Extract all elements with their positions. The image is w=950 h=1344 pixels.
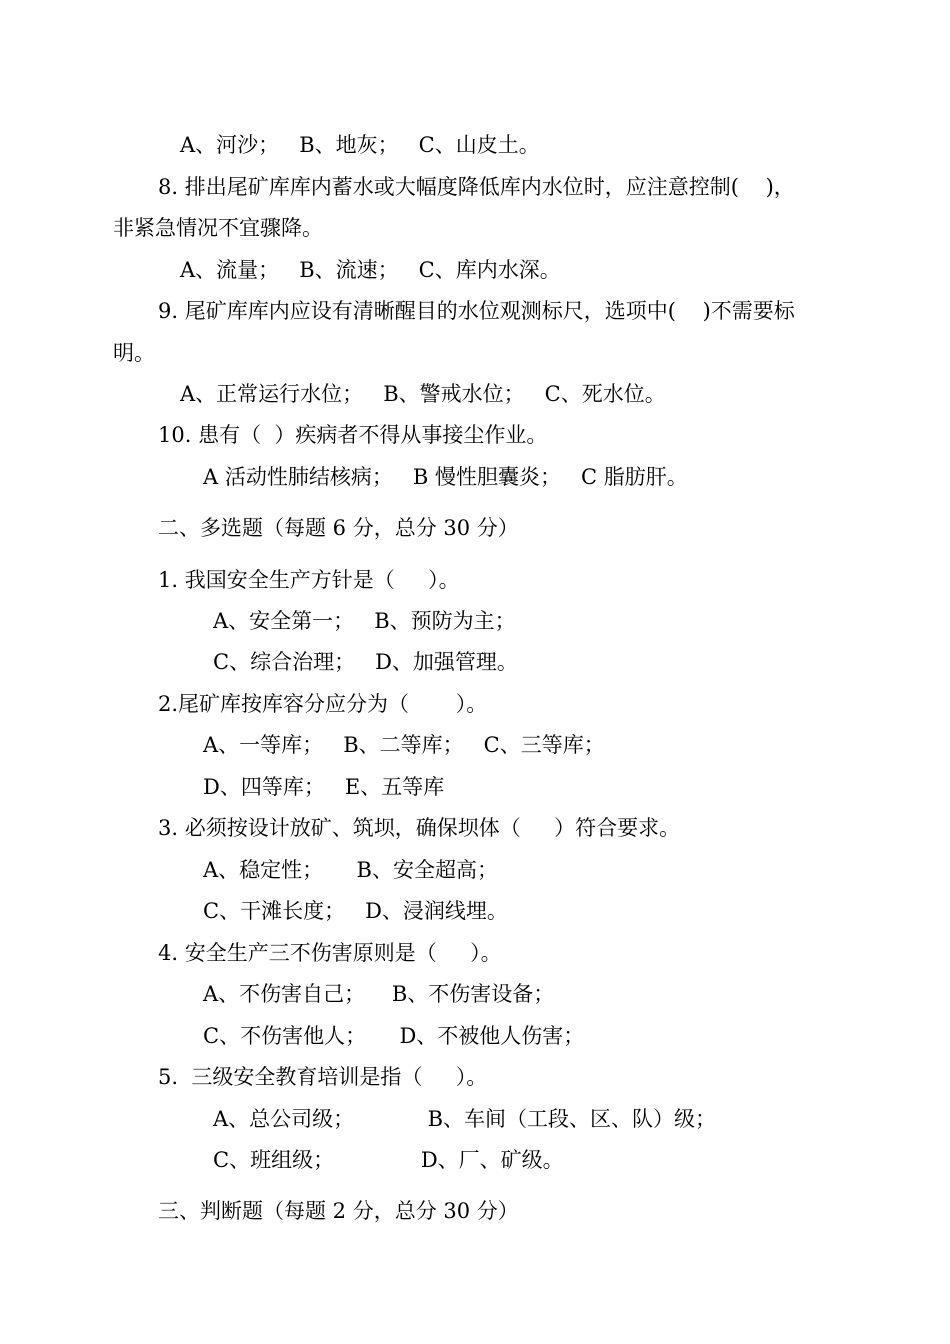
q10-options: A 活动性肺结核病； B 慢性胆囊炎； C 脂肪肝。: [203, 465, 688, 489]
mc4-options-1: A、不伤害自己； B、不伤害设备；: [203, 982, 555, 1006]
q9-options: A、正常运行水位； B、警戒水位； C、死水位。: [180, 382, 666, 406]
mc3-text: 3. 必须按设计放矿、筑坝，确保坝体（ ）符合要求。: [158, 816, 681, 840]
mc5-text: 5. 三级安全教育培训是指（ ）。: [158, 1065, 488, 1089]
mc2-options-1: A、一等库； B、二等库； C、三等库；: [203, 733, 605, 757]
section-multiple-choice-heading: 二、多选题（每题 6 分，总分 30 分）: [158, 516, 519, 540]
q8-text: 8. 排出尾矿库库内蓄水或大幅度降低库内水位时，应注意控制( )，: [158, 175, 795, 199]
q8-options: A、流量； B、流速； C、库内水深。: [180, 258, 561, 282]
mc5-options-2: C、班组级； D、厂、矿级。: [213, 1148, 564, 1172]
mc2-options-2: D、四等库； E、五等库: [203, 775, 445, 799]
mc2-text: 2.尾矿库按库容分应分为（ ）。: [158, 692, 488, 716]
section-true-false-heading: 三、判断题（每题 2 分，总分 30 分）: [158, 1199, 519, 1223]
q10-text: 10. 患有（ ）疾病者不得从事接尘作业。: [158, 423, 548, 447]
q9-text-cont: 明。: [113, 341, 155, 365]
mc1-text: 1. 我国安全生产方针是（ ）。: [158, 568, 460, 592]
q9-text: 9. 尾矿库库内应设有清晰醒目的水位观测标尺，选项中( )不需要标: [158, 299, 795, 323]
q8-text-cont: 非紧急情况不宜骤降。: [113, 216, 323, 240]
mc4-options-2: C、不伤害他人； D、不被他人伤害；: [203, 1024, 585, 1048]
mc4-text: 4. 安全生产三不伤害原则是（ ）。: [158, 941, 502, 965]
mc5-options-1: A、总公司级； B、车间（工段、区、队）级；: [213, 1107, 717, 1131]
mc3-options-1: A、稳定性； B、安全超高；: [203, 858, 498, 882]
mc1-options-2: C、综合治理； D、加强管理。: [213, 650, 518, 674]
q7-options: A、河沙； B、地灰； C、山皮土。: [180, 133, 540, 157]
mc1-options-1: A、安全第一； B、预防为主；: [213, 609, 516, 633]
mc3-options-2: C、干滩长度； D、浸润线埋。: [203, 899, 508, 923]
